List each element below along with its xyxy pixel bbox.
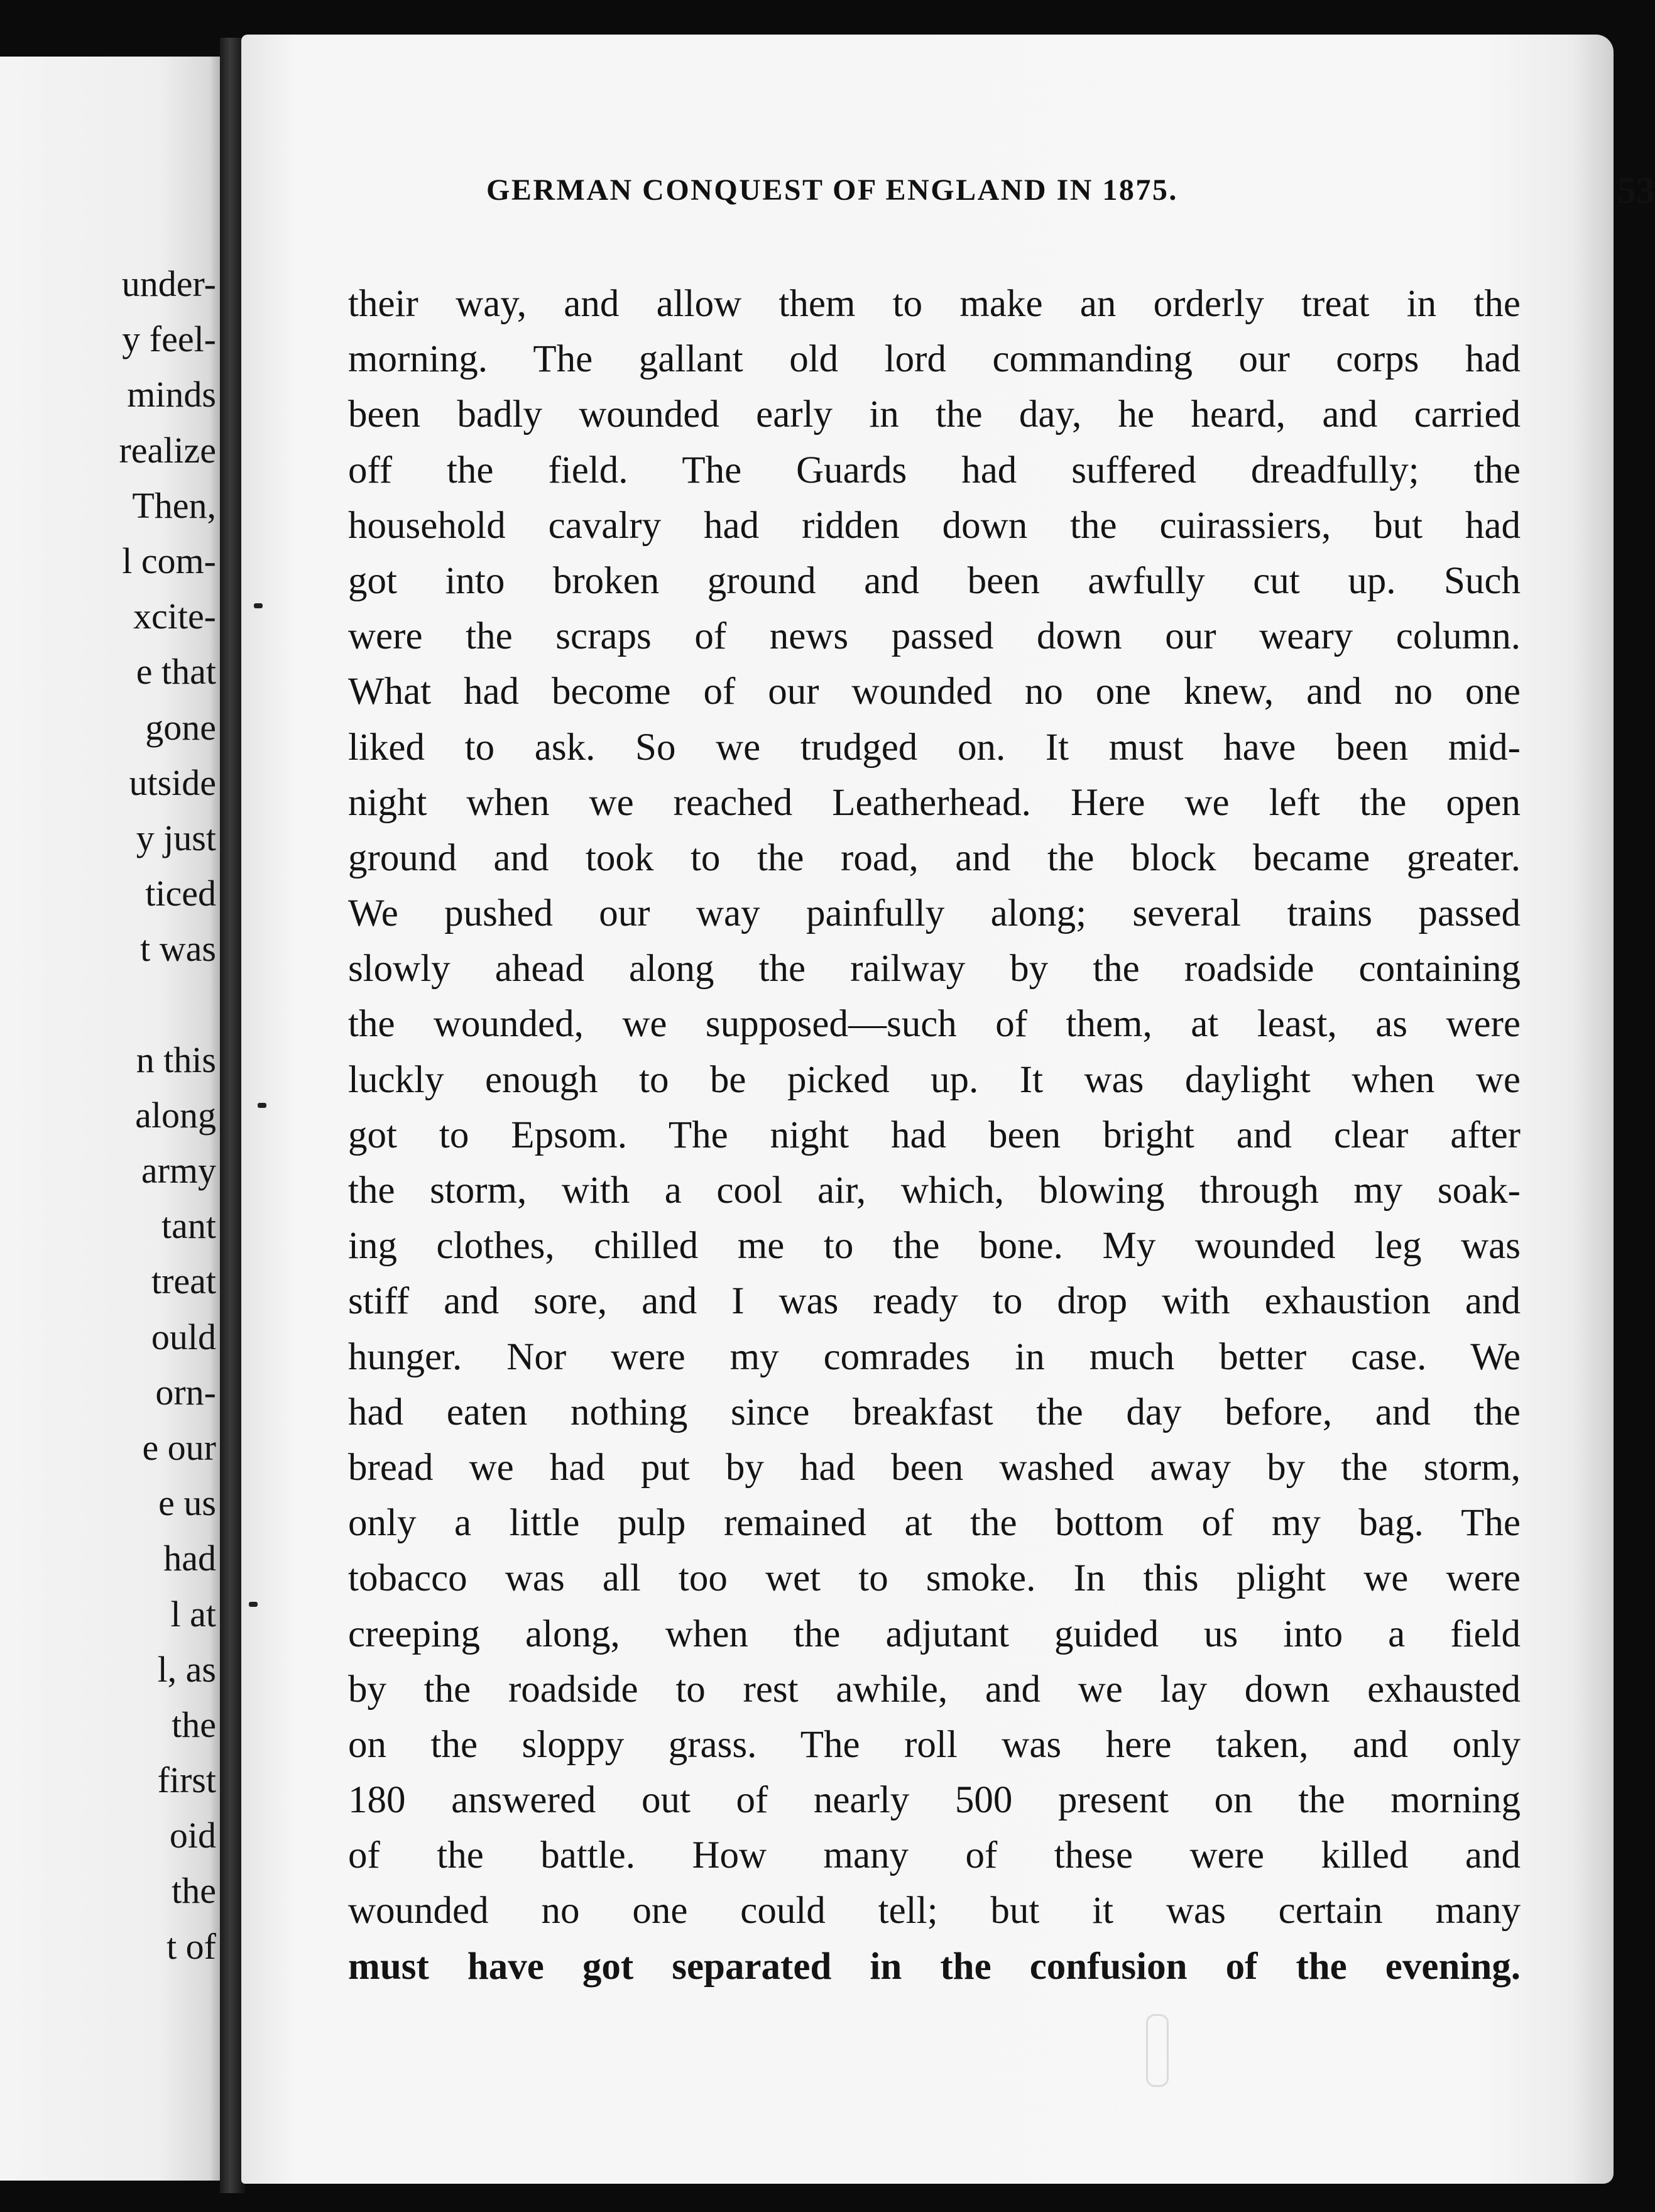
fragment-line: l, as xyxy=(157,1648,216,1690)
text-line: the wounded, we supposed—such of them, at least, as were xyxy=(348,1003,1521,1046)
fragment-line: the xyxy=(172,1704,216,1745)
fragment-line: had xyxy=(163,1538,216,1579)
fragment-line: y feel- xyxy=(122,319,216,360)
stray-ink-mark xyxy=(249,1602,258,1607)
text-line: luckly enough to be picked up. It was daylight when we xyxy=(348,1058,1521,1101)
text-line: got to Epsom. The night had been bright and clear after xyxy=(348,1114,1521,1156)
text-line: We pushed our way painfully along; several trains passed xyxy=(348,892,1521,935)
current-page xyxy=(241,35,1655,2184)
fragment-line: n this xyxy=(136,1039,216,1080)
text-line: creeping along, when the adjutant guided us into a field xyxy=(348,1612,1521,1655)
fragment-line: tant xyxy=(161,1205,216,1247)
fragment-line: t of xyxy=(167,1925,216,1967)
fragment-line: army xyxy=(141,1150,216,1191)
text-line: the storm, with a cool air, which, blowing through my soak- xyxy=(348,1169,1521,1212)
fragment-line: l at xyxy=(170,1593,216,1634)
fragment-line: orn- xyxy=(155,1371,216,1413)
fragment-line: e that xyxy=(136,651,216,693)
text-line: had eaten nothing since breakfast the day before, and the xyxy=(348,1391,1521,1433)
fragment-line: ould xyxy=(151,1316,216,1357)
text-line: only a little pulp remained at the bottom of my bag. The xyxy=(348,1502,1521,1545)
text-line: morning. The gallant old lord commanding our corps had xyxy=(348,338,1521,381)
fragment-line: gone xyxy=(145,706,216,748)
text-line: by the roadside to rest awhile, and we lay down exhausted xyxy=(348,1668,1521,1711)
text-line: liked to ask. So we trudged on. It must have been mid- xyxy=(348,726,1521,769)
text-line: been badly wounded early in the day, he heard, and carried xyxy=(348,393,1521,436)
fragment-line: minds xyxy=(127,374,216,415)
fragment-line: the xyxy=(172,1870,216,1912)
previous-page-edge xyxy=(0,57,227,2181)
text-line: tobacco was all too wet to smoke. In this plight we were xyxy=(348,1557,1521,1600)
stray-ink-mark xyxy=(258,1103,266,1108)
text-line: night when we reached Leatherhead. Here we left the open xyxy=(348,781,1521,824)
page-smudge xyxy=(1146,2014,1169,2087)
fragment-line: treat xyxy=(151,1261,216,1302)
previous-page-text-fragments xyxy=(119,256,216,1974)
page-number: 53 xyxy=(1617,170,1655,211)
fragment-line: e us xyxy=(158,1482,216,1524)
fragment-line: l com- xyxy=(122,540,216,581)
text-line: ing clothes, chilled me to the bone. My wounded leg was xyxy=(348,1225,1521,1268)
page-body-text xyxy=(348,276,1521,1995)
running-title: GERMAN CONQUEST OF ENGLAND IN 1875. xyxy=(486,173,1178,207)
running-head xyxy=(486,165,1655,216)
fragment-line: first xyxy=(157,1760,216,1801)
fragment-line: along xyxy=(135,1094,216,1136)
text-line: What had become of our wounded no one knew, and no one xyxy=(348,671,1521,713)
text-line: slowly ahead along the railway by the roadside containing xyxy=(348,948,1521,990)
fragment-line: oid xyxy=(169,1815,216,1856)
text-line: off the field. The Guards had suffered dreadfully; the xyxy=(348,449,1521,491)
text-line: ground and took to the road, and the block became greater. xyxy=(348,836,1521,879)
text-line: got into broken ground and been awfully cut up. Such xyxy=(348,559,1521,602)
text-line: their way, and allow them to make an orderly treat in the xyxy=(348,283,1521,325)
text-line: must have got separated in the confusion of the evening. xyxy=(348,1945,1521,1988)
fragment-line: utside xyxy=(129,762,216,803)
text-line: were the scraps of news passed down our weary column. xyxy=(348,615,1521,658)
fragment-line: Then, xyxy=(132,485,216,526)
text-line: on the sloppy grass. The roll was here taken, and only xyxy=(348,1723,1521,1766)
fragment-line: ticed xyxy=(145,873,216,914)
text-line: of the battle. How many of these were killed and xyxy=(348,1834,1521,1877)
text-line: household cavalry had ridden down the cuirassiers, but had xyxy=(348,504,1521,547)
fragment-line xyxy=(119,977,216,1032)
stray-ink-mark xyxy=(254,603,263,608)
text-line: 180 answered out of nearly 500 present on the morning xyxy=(348,1779,1521,1822)
fragment-line: e our xyxy=(142,1426,216,1468)
fragment-line: t was xyxy=(140,928,216,970)
fragment-line: realize xyxy=(119,429,216,471)
text-line: bread we had put by had been washed away by the storm, xyxy=(348,1446,1521,1489)
fragment-line: under- xyxy=(121,263,216,304)
text-line: wounded no one could tell; but it was certain many xyxy=(348,1890,1521,1932)
text-line: stiff and sore, and I was ready to drop with exhaustion and xyxy=(348,1280,1521,1323)
fragment-line: xcite- xyxy=(133,596,216,637)
fragment-line: y just xyxy=(136,817,216,858)
text-line: hunger. Nor were my comrades in much better case. We xyxy=(348,1335,1521,1378)
